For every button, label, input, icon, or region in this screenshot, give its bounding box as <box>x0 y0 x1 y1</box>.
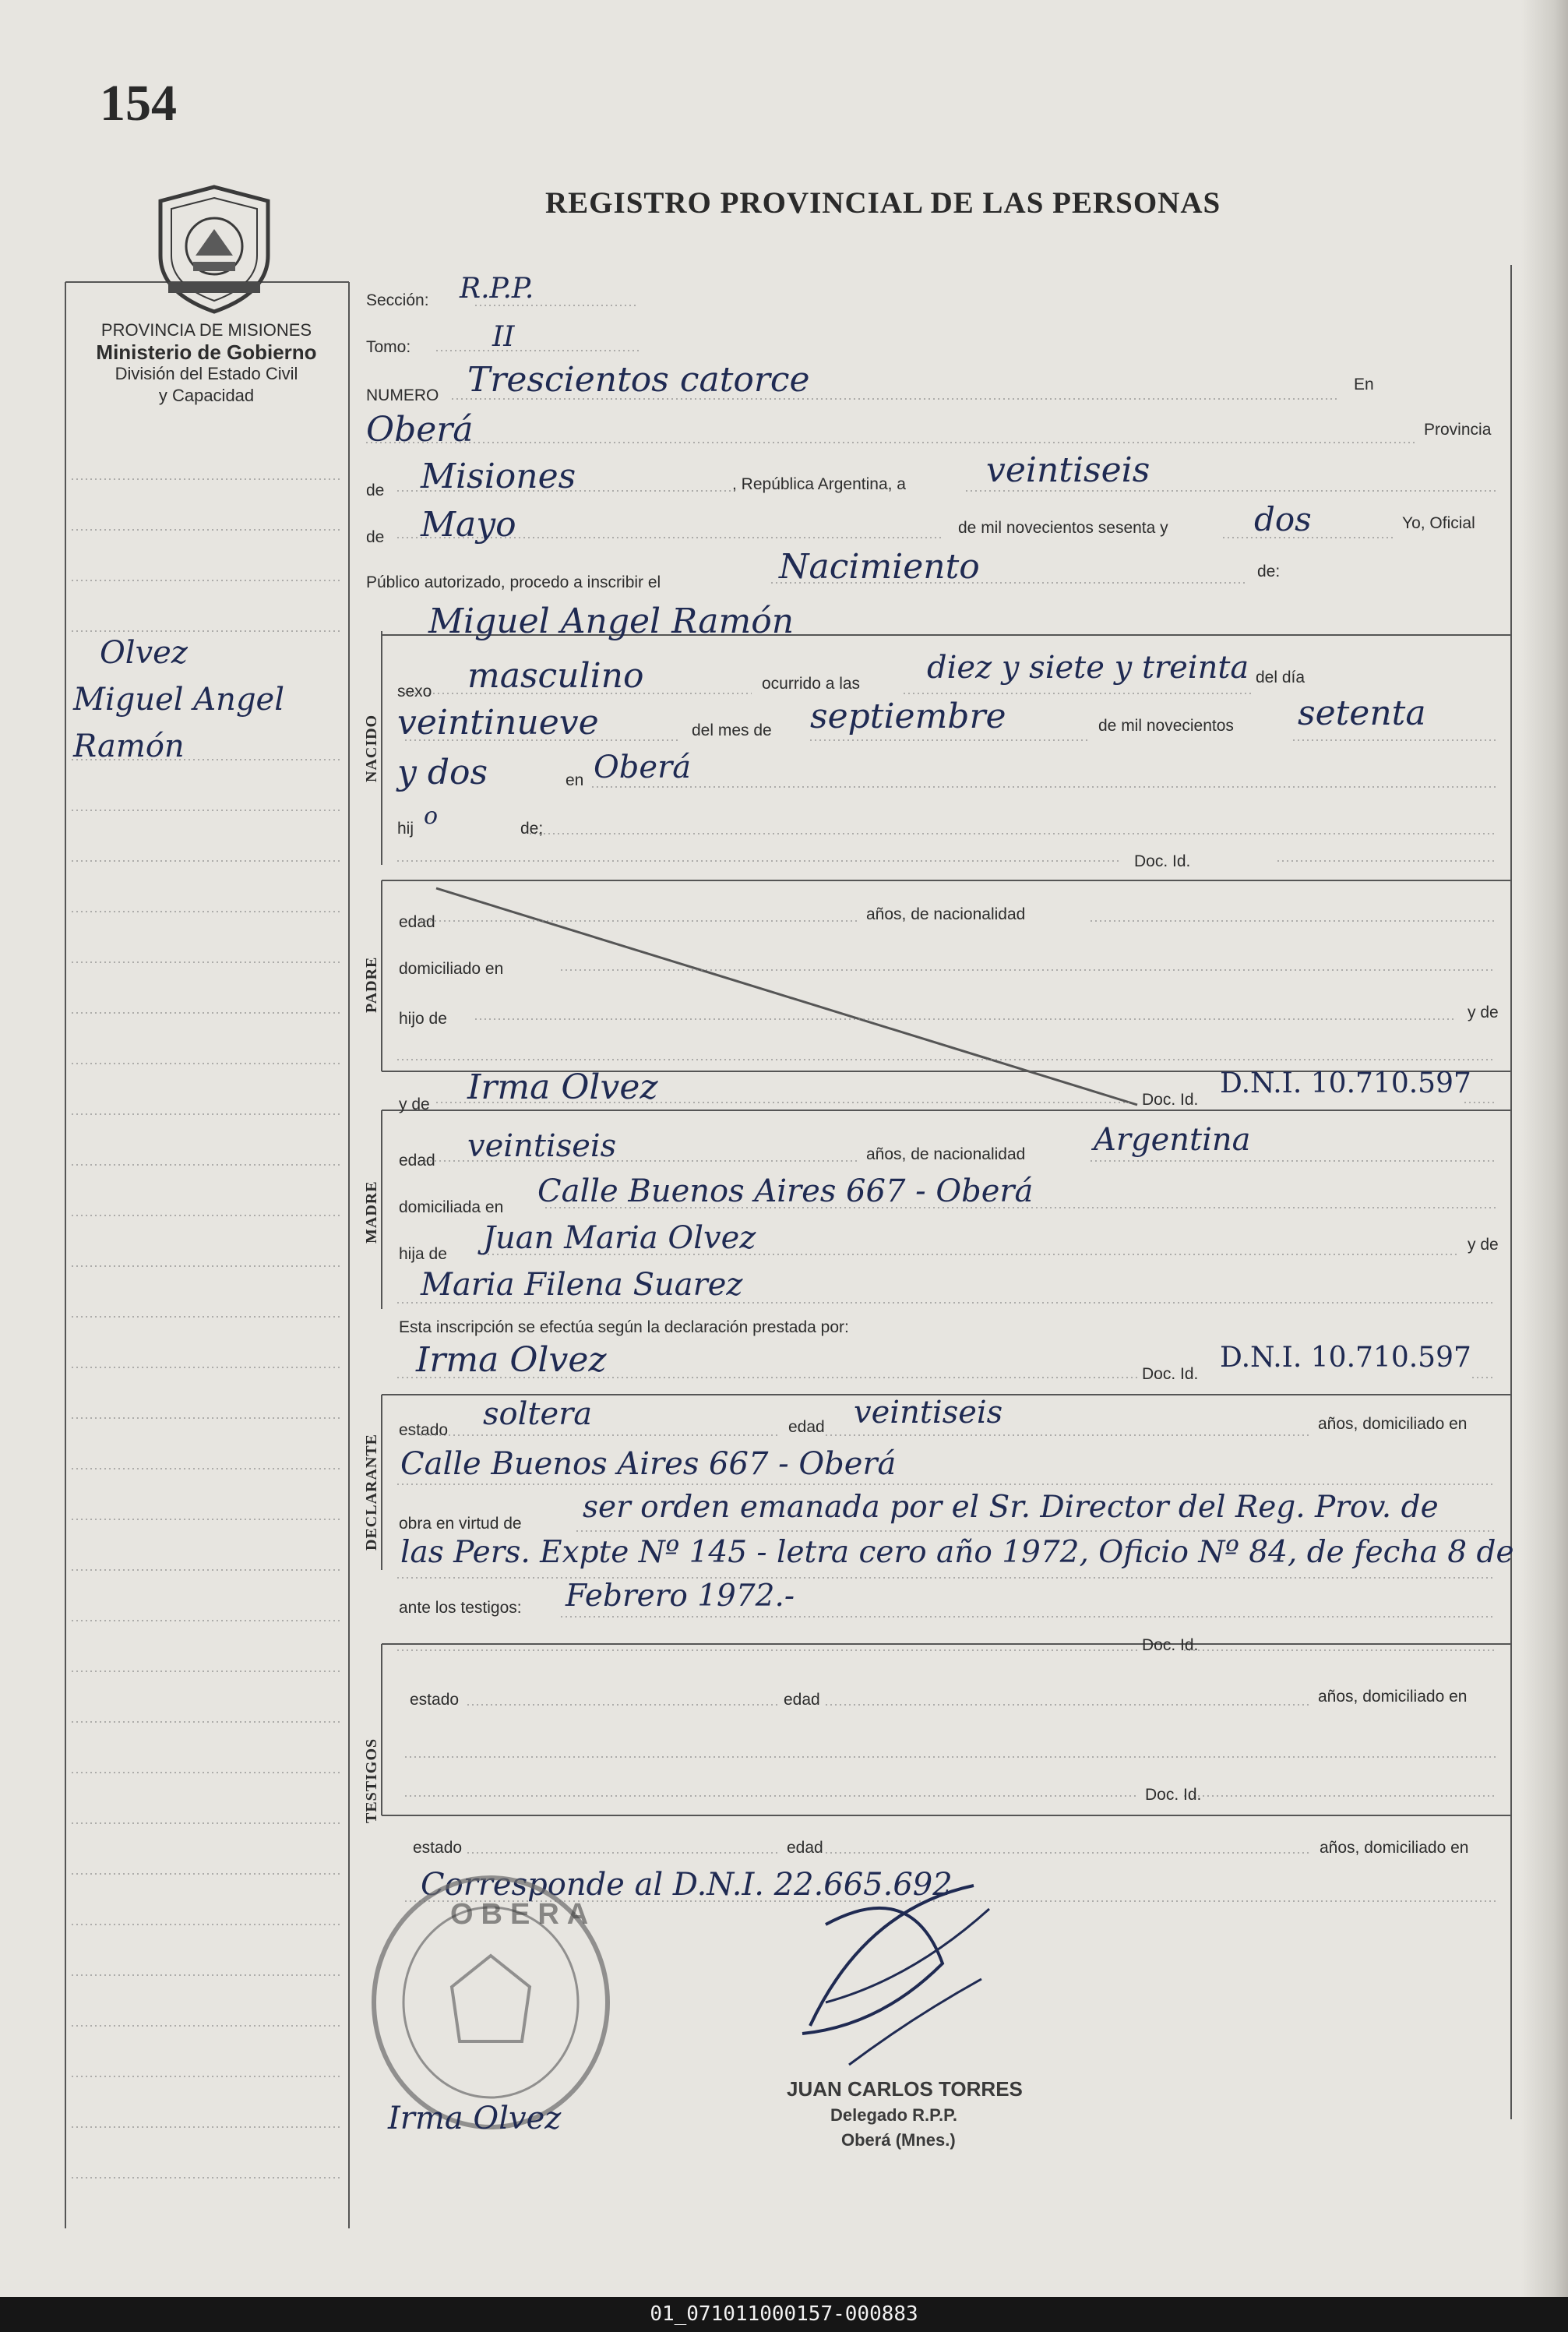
time-value: diez y siete y treinta <box>927 650 1249 686</box>
nacido-year: setenta <box>1298 693 1426 733</box>
dia-label: del día <box>1256 669 1305 686</box>
hij-suffix: o <box>424 803 439 830</box>
declarante-intro: Esta inscripción se efectúa según la declaración prestada por: <box>399 1318 849 1336</box>
sexo-value: masculino <box>467 656 644 696</box>
tomo-label: Tomo: <box>366 338 411 356</box>
testigo1-doc-label: Doc. Id. <box>1145 1786 1202 1804</box>
section-label-testigos: TESTIGOS <box>363 1738 380 1823</box>
madre-doc-value: D.N.I. 10.710.597 <box>1220 1067 1471 1099</box>
month-value: Mayo <box>421 505 516 545</box>
ministry-block <box>65 319 347 407</box>
declarante-estado-label: estado <box>399 1421 449 1439</box>
madre-nacionalidad-value: Argentina <box>1094 1122 1251 1158</box>
official-title: Delegado R.P.P. <box>830 2105 958 2125</box>
declarante-doc-label: Doc. Id. <box>1142 1365 1199 1383</box>
declarante-doc-value: D.N.I. 10.710.597 <box>1220 1342 1471 1374</box>
padre-domiciliado-label: domiciliado en <box>399 960 504 978</box>
nacido-place: Oberá <box>594 750 692 785</box>
act-value: Nacimiento <box>779 547 980 587</box>
hij-label: hij <box>397 820 414 838</box>
en-label: En <box>1354 376 1374 393</box>
margin-note-line3: Ramón <box>73 729 185 764</box>
provincia-label: Provincia <box>1424 421 1492 439</box>
province-emblem-icon <box>153 184 276 316</box>
section-label-nacido: NACIDO <box>363 714 380 782</box>
dni-correspondence-note: Corresponde al D.N.I. 22.665.692 <box>421 1867 953 1903</box>
province-name: PROVINCIA DE MISIONES <box>100 320 312 340</box>
testigo1-estado-label: estado <box>410 1691 460 1709</box>
oficial-label: Yo, Oficial <box>1402 514 1475 532</box>
obra-line1: ser orden emanada por el Sr. Director del Reg. Prov. de <box>583 1490 1439 1525</box>
year-value: dos <box>1254 500 1312 538</box>
madre-hija-label: hija de <box>399 1245 447 1263</box>
obra-line2: las Pers. Expte Nº 145 - letra cero año 1972, Oficio Nº 84, de fecha 8 de <box>400 1535 1514 1570</box>
division-line2: y Capacidad <box>158 386 255 405</box>
day-value: veintiseis <box>986 450 1150 490</box>
madre-padre-value: Juan Maria Olvez <box>483 1220 756 1256</box>
section-label-declarante: DECLARANTE <box>363 1433 380 1551</box>
testigos-label: ante los testigos: <box>399 1599 522 1617</box>
mil-label: de mil novecientos <box>1098 717 1234 735</box>
de-label-2: de <box>366 528 385 546</box>
sexo-label: sexo <box>397 683 432 700</box>
nacido-en-label: en <box>566 771 584 789</box>
madre-doc-label: Doc. Id. <box>1142 1091 1199 1109</box>
madre-domicilio-value: Calle Buenos Aires 667 - Oberá <box>537 1173 1034 1209</box>
stamp-text: OBERA <box>450 1898 597 1931</box>
declarant-signature: Irma Olvez <box>388 2101 562 2136</box>
madre-y-de2-label: y de <box>1468 1236 1499 1254</box>
nacido-doc-label: Doc. Id. <box>1134 852 1191 870</box>
publico-label: Público autorizado, procedo a inscribir el <box>366 573 661 591</box>
padre-hijo-label: hijo de <box>399 1010 447 1028</box>
madre-madre-value: Maria Filena Suarez <box>421 1267 743 1303</box>
madre-y-de-label: y de <box>399 1095 430 1113</box>
ministry-name: Ministerio de Gobierno <box>96 340 317 364</box>
margin-note-line2: Miguel Angel <box>73 682 285 718</box>
archive-id-footer: 01_071011000157-000883 <box>0 2297 1568 2332</box>
de2-label: de: <box>1257 563 1281 580</box>
division-line1: División del Estado Civil <box>115 364 298 383</box>
testigo2-estado-label: estado <box>413 1839 463 1857</box>
declarante-domicilio-value: Calle Buenos Aires 667 - Oberá <box>400 1446 897 1482</box>
tomo-value: II <box>492 321 515 353</box>
testigo2-domiciliado-label: años, domiciliado en <box>1320 1839 1469 1857</box>
nacido-name: Miguel Angel Ramón <box>428 602 795 641</box>
testigo2-edad-label: edad <box>787 1839 823 1857</box>
nacido-month: septiembre <box>810 697 1006 736</box>
hij-de-label: de; <box>520 820 544 838</box>
mes-label: del mes de <box>692 721 772 739</box>
madre-edad-value: veintiseis <box>467 1128 617 1164</box>
madre-edad-label: edad <box>399 1152 435 1170</box>
padre-y-de-label: y de <box>1468 1004 1499 1021</box>
declarante-doc2-label: Doc. Id. <box>1142 1636 1199 1654</box>
testigo1-domiciliado-label: años, domiciliado en <box>1318 1688 1468 1706</box>
nacido-year2: y dos <box>397 753 488 792</box>
registry-title: REGISTRO PROVINCIAL DE LAS PERSONAS <box>545 186 1221 220</box>
madre-anios-label: años, de nacionalidad <box>866 1145 1026 1163</box>
margin-note-line1: Olvez <box>100 635 188 671</box>
section-label-padre: PADRE <box>363 956 380 1013</box>
section-label-madre: MADRE <box>363 1180 380 1244</box>
place-value: Oberá <box>366 410 474 450</box>
declarante-edad-value: veintiseis <box>854 1395 1003 1431</box>
numero-value: Trescientos catorce <box>467 360 810 400</box>
testigo1-edad-label: edad <box>784 1691 820 1709</box>
official-name: JUAN CARLOS TORRES <box>787 2077 1023 2101</box>
madre-name: Irma Olvez <box>467 1067 658 1107</box>
obra-line3: Febrero 1972.- <box>566 1579 795 1614</box>
seccion-value: R.P.P. <box>460 273 534 305</box>
folio-number: 154 <box>100 75 177 132</box>
madre-domiciliada-label: domiciliada en <box>399 1198 504 1216</box>
padre-edad-label: edad <box>399 913 435 931</box>
provincia-value: Misiones <box>421 457 576 496</box>
official-place: Oberá (Mnes.) <box>841 2130 956 2150</box>
declarante-edad-label: edad <box>788 1418 825 1436</box>
declarante-domiciliado-label: años, domiciliado en <box>1318 1415 1468 1433</box>
ocurrido-label: ocurrido a las <box>762 675 861 693</box>
seccion-label: Sección: <box>366 291 429 309</box>
nacido-day: veintinueve <box>397 703 599 743</box>
year-label: de mil novecientos sesenta y <box>958 519 1168 537</box>
republica-label: , República Argentina, a <box>732 475 906 493</box>
padre-anios-label: años, de nacionalidad <box>866 905 1026 923</box>
declarante-estado-value: soltera <box>483 1396 593 1432</box>
declarante-name: Irma Olvez <box>416 1340 607 1380</box>
obra-label: obra en virtud de <box>399 1515 522 1533</box>
numero-label: NUMERO <box>366 386 439 404</box>
de-label: de <box>366 482 385 499</box>
